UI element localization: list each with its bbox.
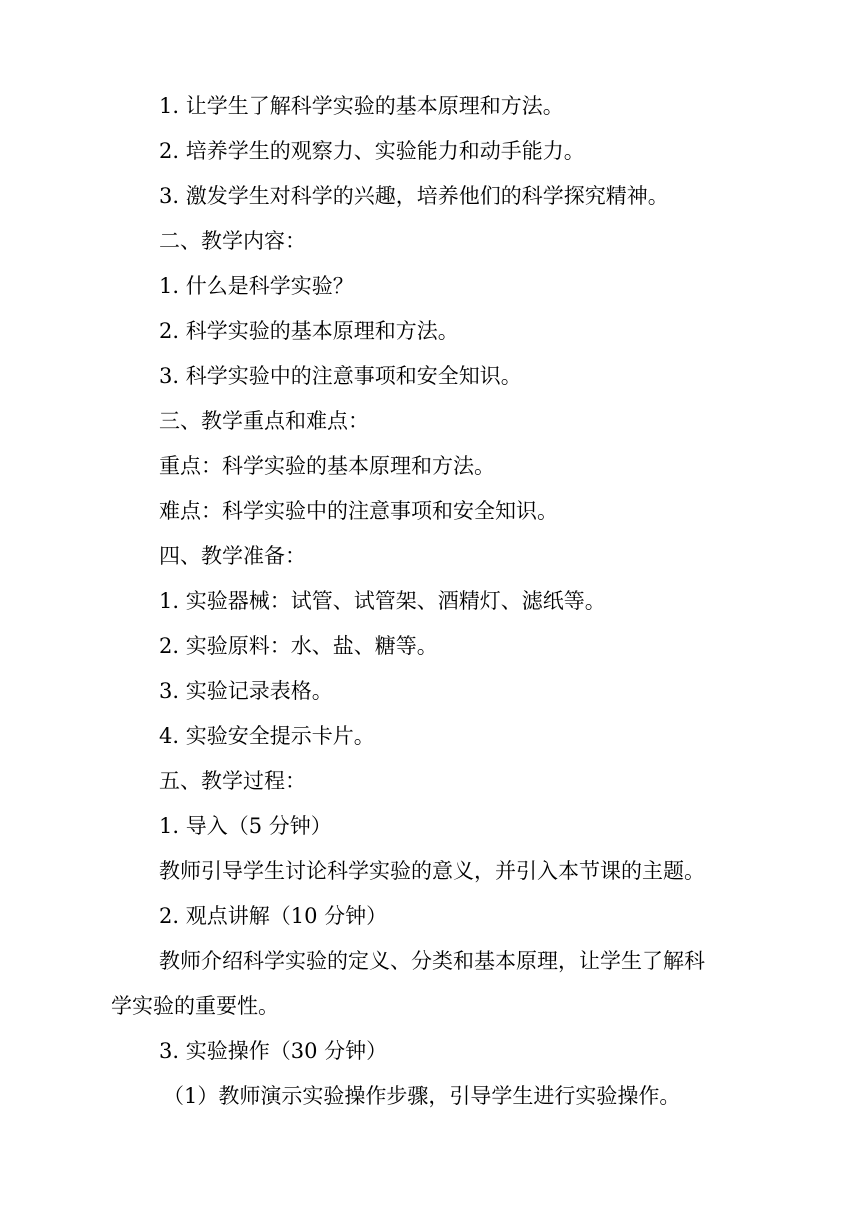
- section-heading-preparation: 四、教学准备：: [159, 544, 306, 568]
- process-step-1: 1. 导入（5 分钟）: [159, 814, 332, 838]
- section-heading-content: 二、教学内容：: [159, 229, 306, 253]
- process-step-2-paragraph: [111, 939, 771, 1029]
- document-body: [111, 84, 771, 1119]
- process-step-3-item-1: （1）教师演示实验操作步骤，引导学生进行实验操作。: [163, 1084, 681, 1108]
- section-heading-process: 五、教学过程：: [159, 769, 306, 793]
- preparation-item-2: 2. 实验原料：水、盐、糖等。: [159, 634, 438, 658]
- process-step-2-text-line-2: 学实验的重要性。: [111, 994, 279, 1018]
- key-point: 重点：科学实验的基本原理和方法。: [159, 454, 495, 478]
- objective-2: 2. 培养学生的观察力、实验能力和动手能力。: [159, 139, 585, 163]
- preparation-item-4: 4. 实验安全提示卡片。: [159, 724, 375, 748]
- content-item-3: 3. 科学实验中的注意事项和安全知识。: [159, 364, 522, 388]
- process-step-3: 3. 实验操作（30 分钟）: [159, 1039, 388, 1063]
- preparation-item-3: 3. 实验记录表格。: [159, 679, 333, 703]
- preparation-item-1: 1. 实验器械：试管、试管架、酒精灯、滤纸等。: [159, 589, 606, 613]
- process-step-2-text-line-1: 教师介绍科学实验的定义、分类和基本原理，让学生了解科: [159, 949, 705, 973]
- content-item-2: 2. 科学实验的基本原理和方法。: [159, 319, 459, 343]
- objective-1: 1. 让学生了解科学实验的基本原理和方法。: [159, 94, 564, 118]
- process-step-2: 2. 观点讲解（10 分钟）: [159, 904, 388, 928]
- difficult-point: 难点：科学实验中的注意事项和安全知识。: [159, 499, 558, 523]
- process-step-1-text: 教师引导学生讨论科学实验的意义，并引入本节课的主题。: [159, 859, 705, 883]
- objective-3: 3. 激发学生对科学的兴趣，培养他们的科学探究精神。: [159, 184, 669, 208]
- section-heading-key-points: 三、教学重点和难点：: [159, 409, 369, 433]
- content-item-1: 1. 什么是科学实验？: [159, 274, 354, 298]
